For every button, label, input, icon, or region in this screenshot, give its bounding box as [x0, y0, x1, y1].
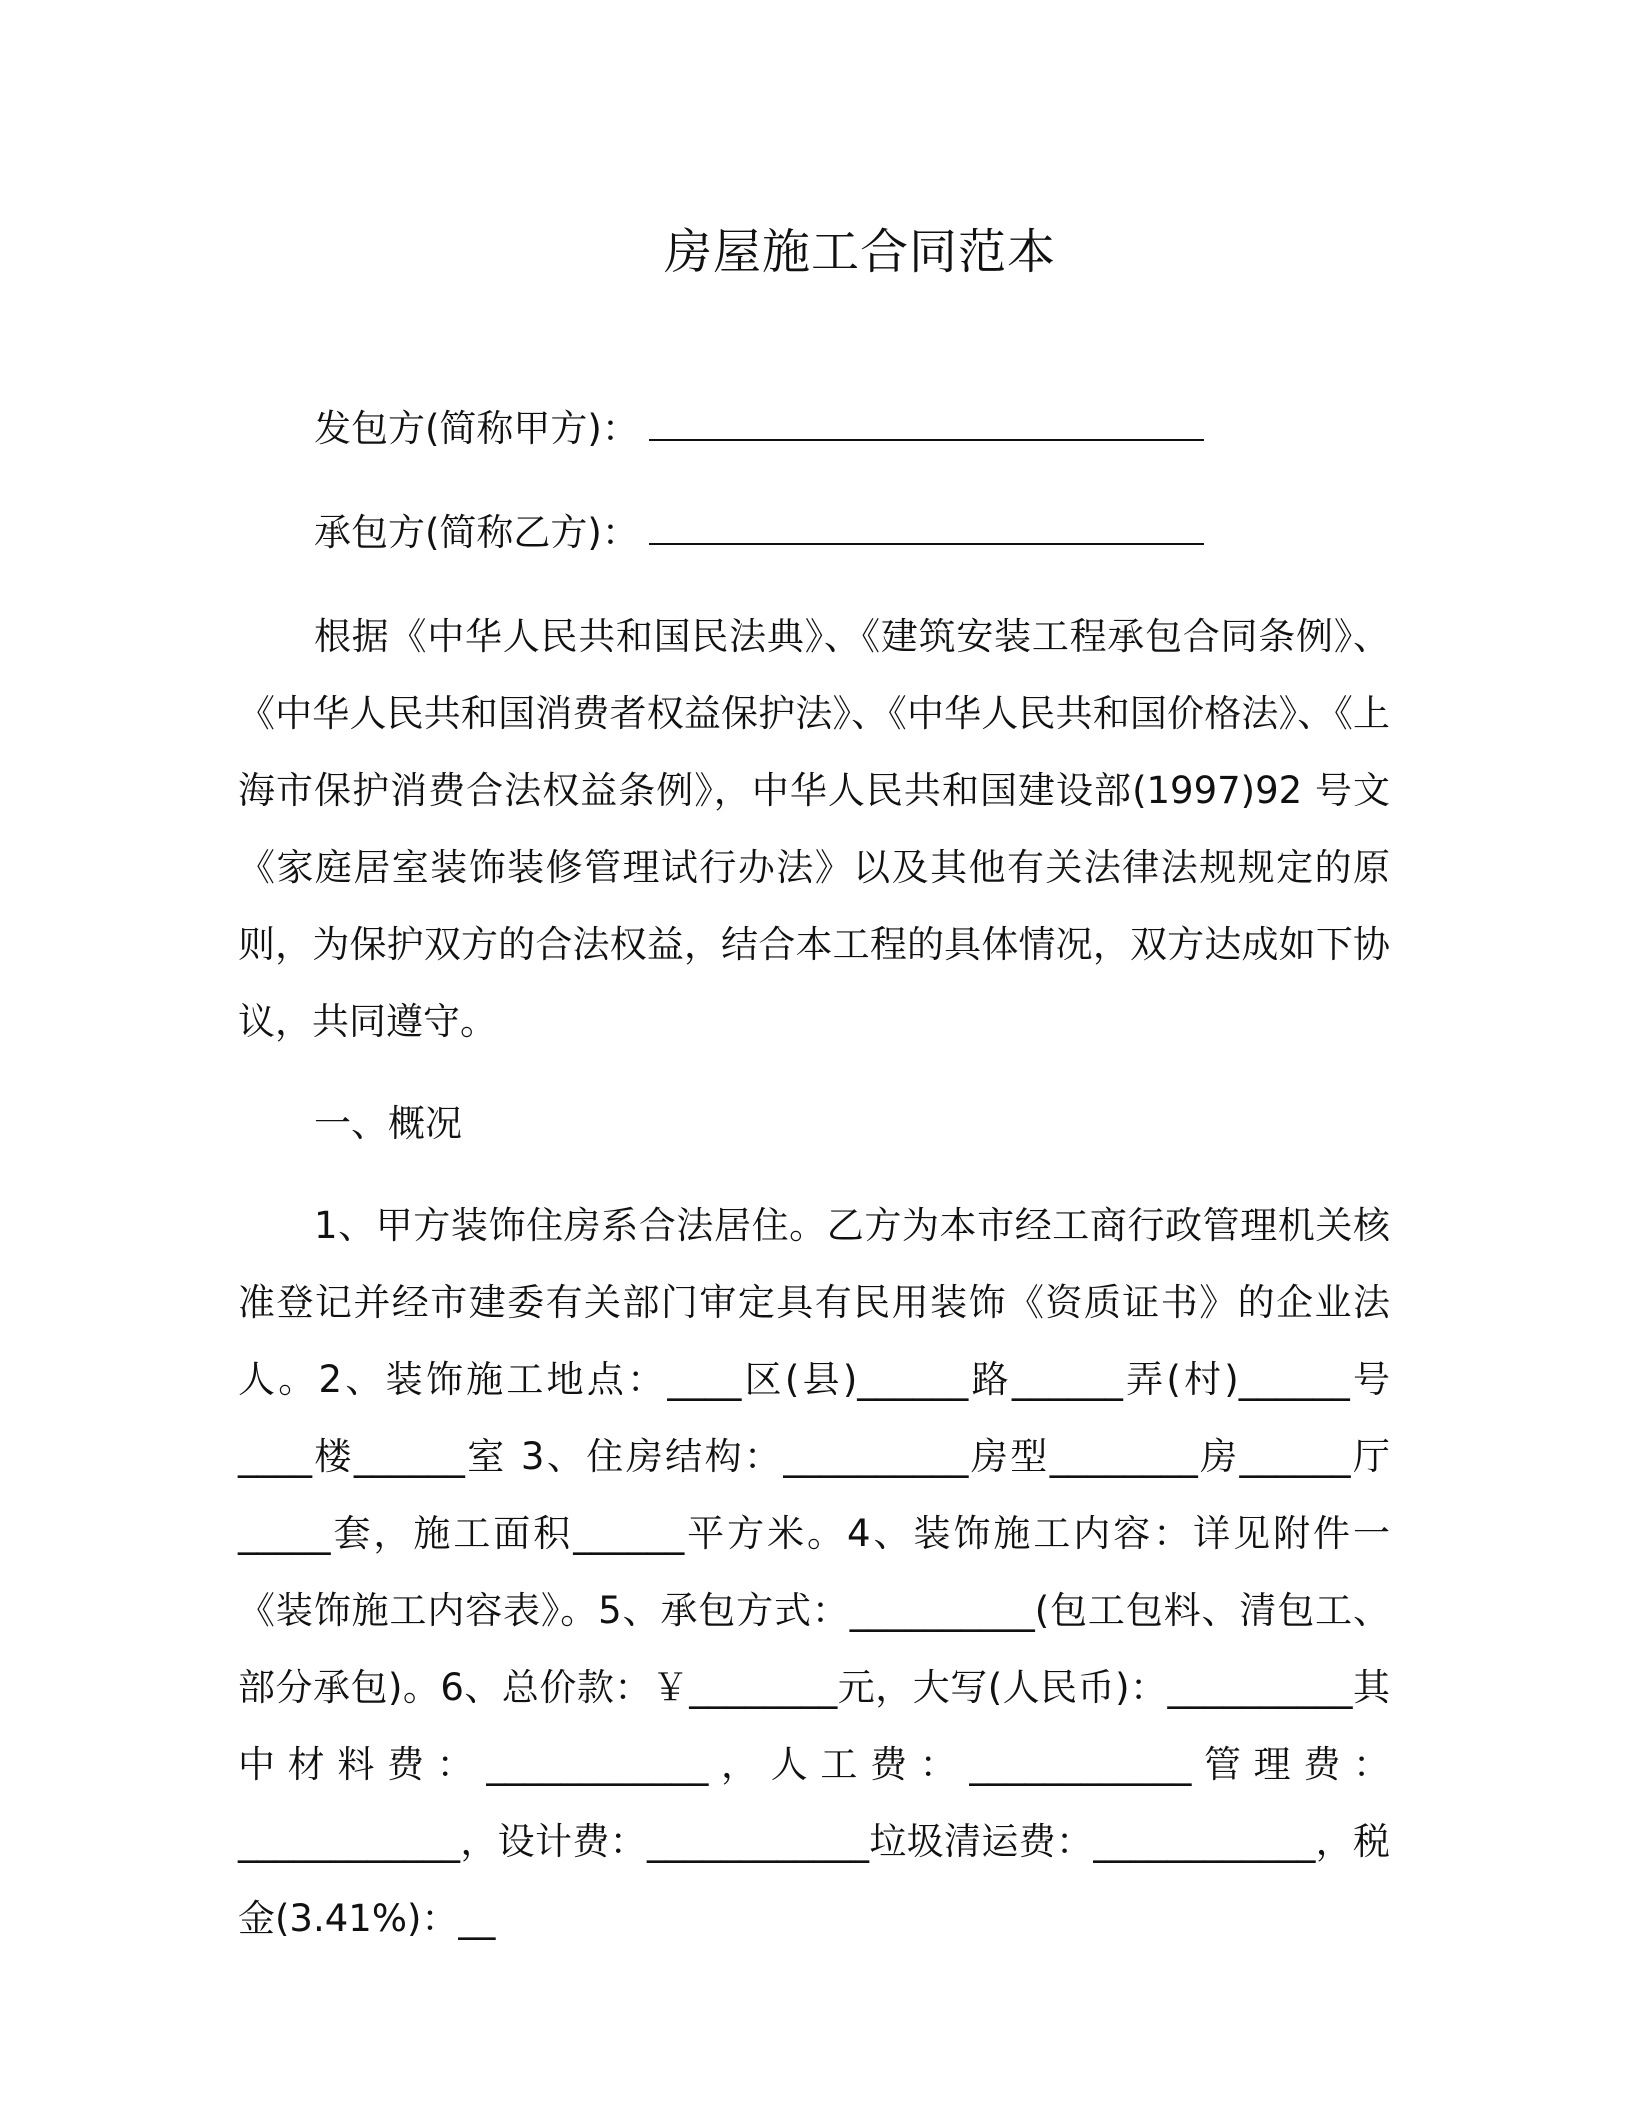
section-1-paragraph: 1、甲方装饰住房系合法居住。乙方为本市经工商行政管理机关核准登记并经市建委有关部门审定具有民用装饰《资质证书》的企业法人。2、装饰施工地点：____区(县)______路______弄(村)______号____楼______室 3、住房结构：__________房型________房______厅_____套，施工面积______平方米。4、装饰施工内容：详见附件一《装饰施工内容表》。5、承包方式：__________(包工包料、清包工、部分承包)。6、总价款：￥________元，大写(人民币)：__________其中材料费：____________，人工费：____________管理费：____________，设计费：____________垃圾清运费：____________，税金(3.41%)：__ [238, 1204, 1390, 1940]
party-b-label: 承包方(简称乙方)： [314, 511, 639, 554]
party-a-blank[interactable] [649, 407, 1204, 441]
document-body [238, 390, 1390, 1957]
section-1-heading: 一、概况 [314, 1102, 462, 1145]
party-a-label: 发包方(简称甲方)： [314, 407, 639, 450]
party-b-blank[interactable] [649, 511, 1204, 545]
party-a-line [238, 390, 1390, 467]
preamble-paragraph: 根据《中华人民共和国民法典》、《建筑安装工程承包合同条例》、《中华人民共和国消费者权益保护法》、《中华人民共和国价格法》、《上海市保护消费合法权益条例》，中华人民共和国建设部(1997)92 号文《家庭居室装饰装修管理试行办法》以及其他有关法律法规规定的原则，为保护双方的合法权益，结合本工程的具体情况，双方达成如下协议，共同遵守。 [238, 615, 1390, 1043]
party-b-line [238, 494, 1390, 571]
document-title: 房屋施工合同范本 [663, 224, 1056, 280]
